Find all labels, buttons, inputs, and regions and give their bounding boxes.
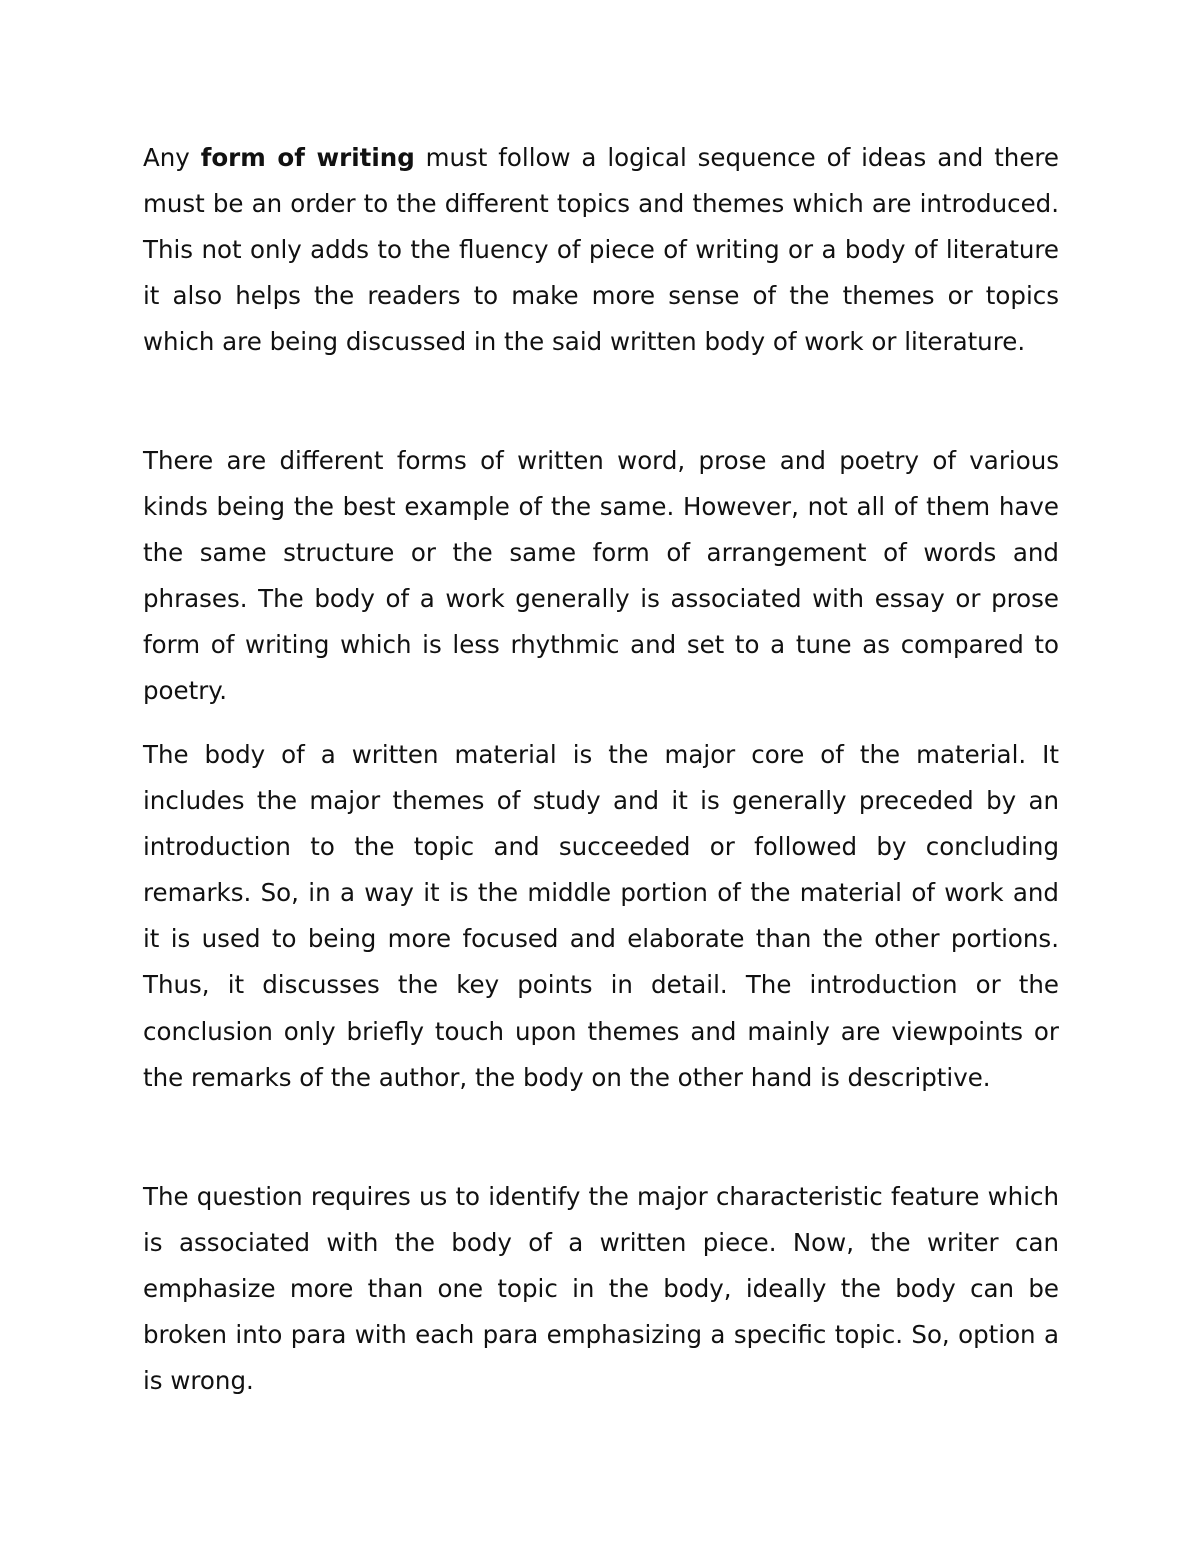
paragraph-4: The question requires us to identify the major characteristic feature which is associated with the body of a written piece. Now, the writer can emphasize more than one topic in the body, ideally the body can be broken into para with each para emphasizing a specific topic. So, option a is wrong. xyxy=(143,1182,1059,1396)
paragraph-1 xyxy=(143,135,1059,365)
paragraph-2: There are different forms of written word, prose and poetry of various kinds being the best example of the same. However, not all of them have the same structure or the same form of arrangement of words and phrases. The body of a work generally is associated with essay or prose form of writing which is less rhythmic and set to a tune as compared to poetry. xyxy=(143,446,1059,706)
paragraph-3: The body of a written material is the major core of the material. It includes the major themes of study and it is generally preceded by an introduction to the topic and succeeded or followed by concluding remarks. So, in a way it is the middle portion of the material of work and it is used to being more focused and elaborate than the other portions. Thus, it discusses the key points in detail. The introduction or the conclusion only briefly touch upon themes and mainly are viewpoints or the remarks of the author, the body on the other hand is descriptive. xyxy=(143,740,1059,1092)
paragraph-1-lead: Any xyxy=(143,143,201,172)
bold-phrase: form of writing xyxy=(200,143,415,172)
paragraph-1-rest: must follow a logical sequence of ideas and there must be an order to the different topics and themes which are introduced. This not only adds to the fluency of piece of writing or a body of literature it also helps the readers to make more sense of the themes or topics which are being discussed in the said written body of work or literature. xyxy=(143,143,1060,357)
